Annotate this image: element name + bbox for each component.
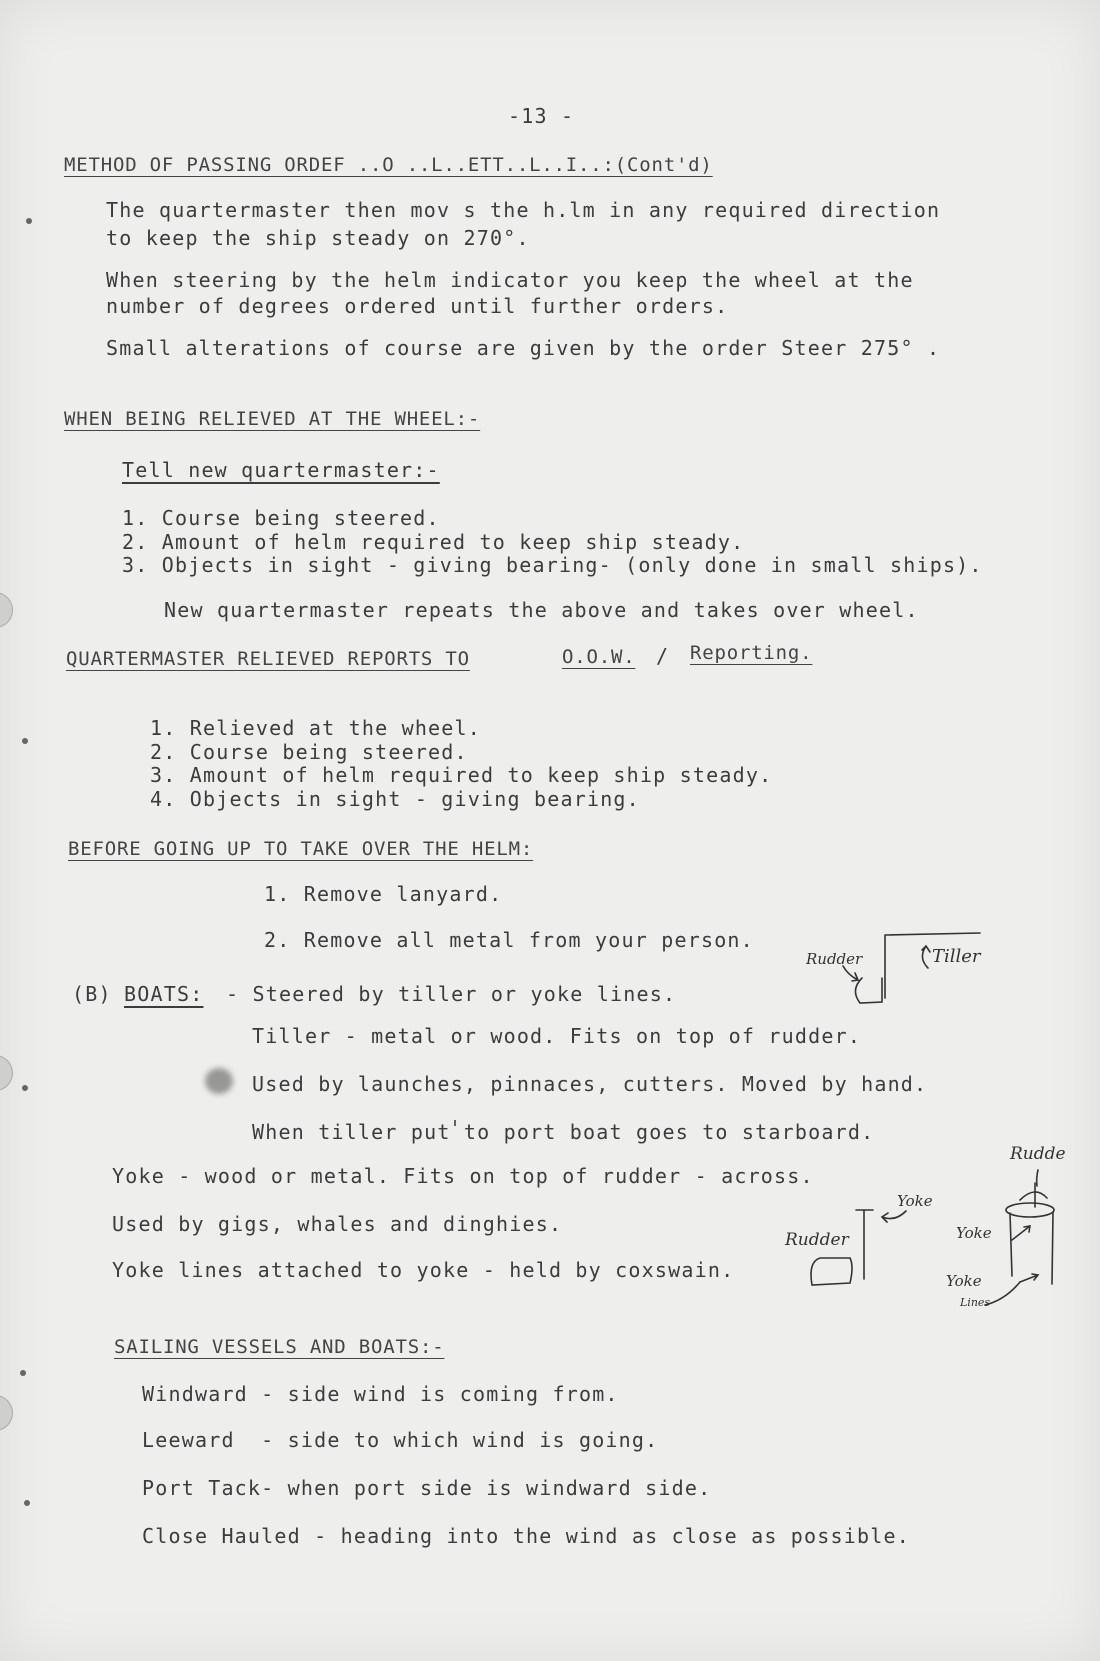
note-line: New quartermaster repeats the above and takes over wheel. xyxy=(164,598,919,622)
sketch-label-rudder: Rudder xyxy=(785,1230,849,1250)
paragraph-line: The quartermaster then mov s the h.lm in any required direction xyxy=(106,198,941,222)
section-heading-sailing: SAILING VESSELS AND BOATS:- xyxy=(114,1336,445,1358)
paragraph-line: When steering by the helm indicator you keep the wheel at the xyxy=(106,268,914,292)
boats-line: Yoke lines attached to yoke - held by coxswain. xyxy=(112,1258,735,1282)
section-heading-passing-orders: METHOD OF PASSING ORDEF ..O ..L..ETT..L..I..:(Cont'd) xyxy=(64,154,713,176)
section-heading-before-helm: BEFORE GOING UP TO TAKE OVER THE HELM: xyxy=(68,838,534,860)
list-item: 3. Amount of helm required to keep ship steady. xyxy=(150,763,773,787)
section-heading-boats: BOATS: xyxy=(124,982,204,1006)
sketch-label-yoke: Yoke xyxy=(956,1224,992,1242)
section-prefix: (B) xyxy=(72,982,112,1006)
sketch-label-rudder: Rudder xyxy=(806,950,863,968)
sketch-label-yoke-lines: Lines xyxy=(960,1296,991,1309)
definition-line: Leeward - side to which wind is going. xyxy=(142,1428,659,1452)
paragraph-line: number of degrees ordered until further orders. xyxy=(106,294,729,318)
boats-line: When tiller put to port boat goes to starboard. xyxy=(252,1120,875,1144)
list-item: 3. Objects in sight - giving bearing- (only done in small ships). xyxy=(122,553,983,577)
definition-line: Port Tack- when port side is windward side. xyxy=(142,1476,712,1500)
boats-line: Used by launches, pinnaces, cutters. Moved by hand. xyxy=(252,1072,928,1096)
list-item: 2. Course being steered. xyxy=(150,740,468,764)
definition-line: Close Hauled - heading into the wind as close as possible. xyxy=(142,1524,910,1548)
heading-oow: O.O.W. xyxy=(562,646,636,668)
yoke-sketch xyxy=(856,1210,873,1279)
list-item: 2. Amount of helm required to keep ship steady. xyxy=(122,530,745,554)
rudder-sketch-1 xyxy=(855,978,882,1003)
rudder-head-sketch xyxy=(1006,1203,1054,1217)
boats-line: - Steered by tiller or yoke lines. xyxy=(226,982,677,1006)
paragraph-line: Small alterations of course are given by the order Steer 275° . xyxy=(106,336,941,360)
boats-line: Yoke - wood or metal. Fits on top of rudder - across. xyxy=(112,1164,814,1188)
list-item: 1. Course being steered. xyxy=(122,506,440,530)
boats-line: Tiller - metal or wood. Fits on top of rudder. xyxy=(252,1024,862,1048)
section-heading-relieved: WHEN BEING RELIEVED AT THE WHEEL:- xyxy=(64,408,481,430)
sketch-label-yoke-lines: Yoke xyxy=(946,1272,982,1290)
boats-line: Used by gigs, whales and dinghies. xyxy=(112,1212,563,1236)
sketch-label-tiller: Tiller xyxy=(932,946,981,967)
heading-reporting: Reporting. xyxy=(690,642,813,664)
definition-line: Windward - side wind is coming from. xyxy=(142,1382,619,1406)
list-item: 4. Objects in sight - giving bearing. xyxy=(150,787,640,811)
heading-separator: / xyxy=(656,644,670,668)
paragraph-line: to keep the ship steady on 270°. xyxy=(106,226,530,250)
sketch-label-rudder: Rudde xyxy=(1010,1144,1066,1164)
section-heading-reports: QUARTERMASTER RELIEVED REPORTS TO xyxy=(66,648,470,670)
list-item: 1. Relieved at the wheel. xyxy=(150,716,482,740)
subheading-tell-new-qm: Tell new quartermaster:- xyxy=(122,458,440,482)
page-number: -13 - xyxy=(508,104,575,128)
list-item: 1. Remove lanyard. xyxy=(264,882,503,906)
list-item: 2. Remove all metal from your person. xyxy=(264,928,754,952)
rudder-sketch-2 xyxy=(811,1258,852,1285)
sketch-label-yoke: Yoke xyxy=(897,1192,933,1210)
